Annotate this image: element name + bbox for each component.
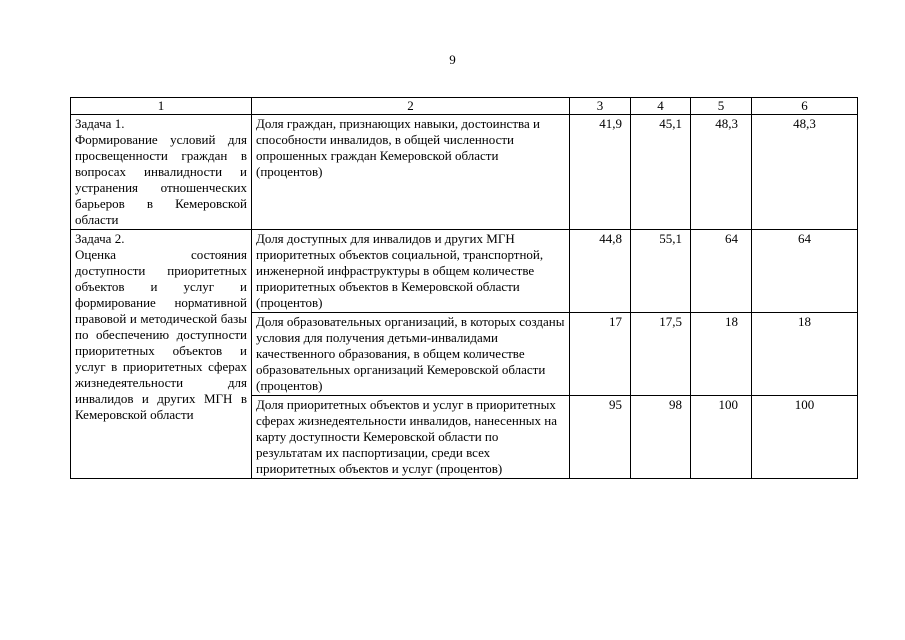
- table-row: [71, 230, 858, 313]
- value-cell: 44,8: [570, 230, 631, 313]
- value-cell: 45,1: [631, 115, 691, 230]
- task-title: Задача 1.: [75, 116, 125, 131]
- value-cell: 48,3: [691, 115, 752, 230]
- column-header: 4: [631, 98, 691, 115]
- indicator-cell: Доля граждан, признающих навыки, достоинства и способности инвалидов, в общей численности опрошенных граждан Кемеровской области (процентов): [252, 115, 570, 230]
- column-header: 1: [71, 98, 252, 115]
- value-cell: 64: [691, 230, 752, 313]
- value-cell: 64: [752, 230, 858, 313]
- column-header: 3: [570, 98, 631, 115]
- value-cell: 55,1: [631, 230, 691, 313]
- value-cell: 48,3: [752, 115, 858, 230]
- column-header: 6: [752, 98, 858, 115]
- value-cell: 98: [631, 396, 691, 479]
- value-cell: 18: [752, 313, 858, 396]
- indicator-cell: Доля образовательных организаций, в которых созданы условия для получения детьми-инвалидами качественного образования, в общем количестве образовательных организаций Кемеровской области (процентов): [252, 313, 570, 396]
- indicators-table: [70, 97, 858, 479]
- task-cell: [71, 230, 252, 479]
- column-header: 5: [691, 98, 752, 115]
- task-text: Формирование условий для просвещенности граждан в вопросах инвалидности и устранения отношенческих барьеров в Кемеровской области: [75, 132, 247, 227]
- value-cell: 41,9: [570, 115, 631, 230]
- task-cell: [71, 115, 252, 230]
- indicator-cell: Доля приоритетных объектов и услуг в приоритетных сферах жизнедеятельности инвалидов, нанесенных на карту доступности Кемеровской области по результатам их паспортизации, среди всех приоритетных объектов и услуг (процентов): [252, 396, 570, 479]
- column-header: 2: [252, 98, 570, 115]
- value-cell: 95: [570, 396, 631, 479]
- task-title: Задача 2.: [75, 231, 125, 246]
- value-cell: 17: [570, 313, 631, 396]
- value-cell: 100: [691, 396, 752, 479]
- table-header-row: [71, 98, 858, 115]
- table-row: [71, 115, 858, 230]
- value-cell: 100: [752, 396, 858, 479]
- value-cell: 17,5: [631, 313, 691, 396]
- page-number: 9: [449, 52, 456, 67]
- task-text: Оценка состояния доступности приоритетных объектов и услуг и формирование нормативной правовой и методической базы по обеспечению доступности приоритетных объектов и услуг в приоритетных сферах жизнедеятельности для инвалидов и других МГН в Кемеровской области: [75, 247, 247, 422]
- value-cell: 18: [691, 313, 752, 396]
- indicator-cell: Доля доступных для инвалидов и других МГН приоритетных объектов социальной, транспортной, инженерной инфраструктуры в общем количестве приоритетных объектов в Кемеровской области (процентов): [252, 230, 570, 313]
